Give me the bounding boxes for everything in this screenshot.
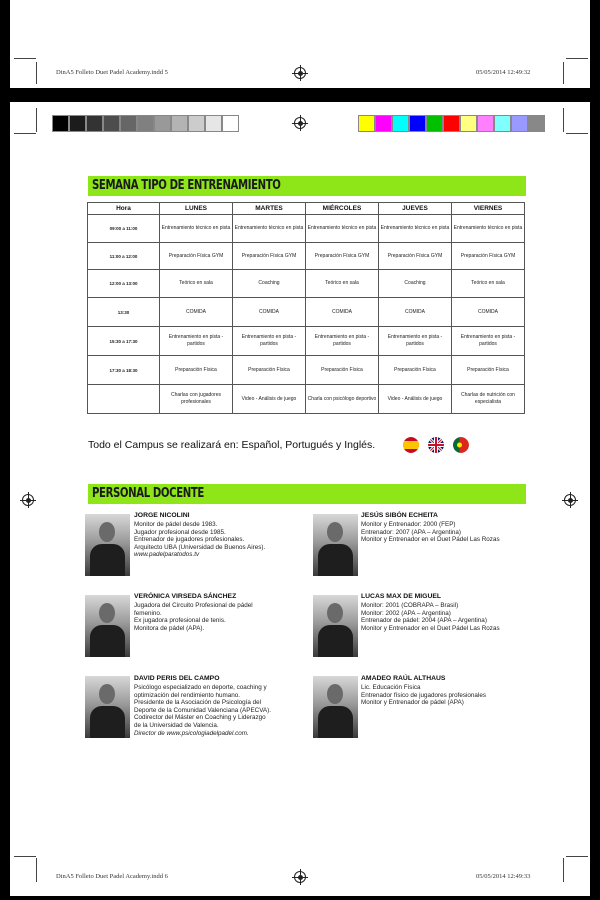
portugal-flag-icon (453, 437, 469, 453)
activity-cell: Entrenamiento en pista - partidos (160, 327, 233, 356)
crop-mark (563, 858, 564, 882)
activity-cell: Entrenamiento técnico en pista (233, 215, 306, 243)
color-swatch (511, 115, 528, 132)
activity-cell: Video - Análisis de juego (379, 385, 452, 414)
staff-bio-line: optimización del rendimiento humano. (134, 691, 241, 699)
color-swatch (137, 115, 154, 132)
staff-bio-line: Entrenador físico de jugadores profesionales (361, 691, 486, 699)
crop-mark (563, 62, 564, 84)
color-swatch (69, 115, 86, 132)
color-swatch (426, 115, 443, 132)
activity-cell: COMIDA (160, 298, 233, 327)
crop-mark (36, 858, 37, 882)
staff-bio-line: Ex jugadora profesional de tenis. (134, 617, 226, 625)
schedule-row (88, 215, 525, 243)
staff-bio-line: femenino. (134, 609, 162, 617)
registration-mark-icon (294, 67, 306, 79)
staff-bio-line: Monitor y Entrenador en el Duet Pádel Las Rozas (361, 536, 500, 544)
color-swatch (494, 115, 511, 132)
staff-bio-line: Lic. Educación Física (361, 684, 421, 691)
staff-bio-line: Psicólogo especializado en deporte, coaching y (134, 684, 267, 691)
activity-cell: Coaching (379, 270, 452, 298)
staff-name: VERÓNICA VIRSEDA SÁNCHEZ (134, 593, 237, 600)
hour-cell: 13:30 (88, 298, 160, 327)
staff-bio-line: Monitor de pádel desde 1983. (134, 521, 218, 528)
crop-mark (563, 108, 564, 132)
schedule-row (88, 385, 525, 414)
crop-mark (14, 856, 36, 857)
crop-mark (566, 133, 588, 134)
color-swatch (409, 115, 426, 132)
bottom-edge (0, 896, 600, 900)
color-swatch (86, 115, 103, 132)
staff-heading (88, 484, 526, 504)
activity-cell: Coaching (233, 270, 306, 298)
header-day: LUNES (160, 203, 233, 215)
hour-cell: 11:00 a 12:00 (88, 243, 160, 270)
process-color-bar (358, 115, 545, 132)
staff-bio-line: Presidente de la Asociación de Psicología del (134, 699, 262, 707)
crop-mark (566, 856, 588, 857)
activity-cell: Preparación Física (160, 356, 233, 385)
crop-mark (14, 133, 36, 134)
slug-date: 05/05/2014 12:49:33 (476, 873, 531, 880)
slug-file: DinA5 Folleto Duet Padel Academy.indd 6 (56, 873, 168, 880)
staff-photo (313, 676, 358, 738)
staff-name: JORGE NICOLINI (134, 512, 190, 519)
activity-cell: Entrenamiento técnico en pista (306, 215, 379, 243)
color-swatch (120, 115, 137, 132)
spread-divider (0, 88, 600, 102)
activity-cell: Preparación Física GYM (379, 243, 452, 270)
activity-cell: Charla con psicólogo deportivo (306, 385, 379, 414)
schedule-heading (88, 176, 526, 196)
color-swatch (528, 115, 545, 132)
crop-mark (566, 58, 588, 59)
crop-mark (36, 62, 37, 84)
activity-cell: Video - Análisis de juego (233, 385, 306, 414)
registration-mark-icon (294, 871, 306, 883)
color-swatch (188, 115, 205, 132)
color-swatch (392, 115, 409, 132)
activity-cell: Preparación Física GYM (452, 243, 525, 270)
color-swatch (205, 115, 222, 132)
color-swatch (52, 115, 69, 132)
activity-cell: Preparación Física GYM (233, 243, 306, 270)
uk-flag-icon (428, 437, 444, 453)
activity-cell: Teórico en sala (160, 270, 233, 298)
header-day: MARTES (233, 203, 306, 215)
staff-bio-line: Monitor: 2002 (APA – Argentina) (361, 609, 451, 617)
color-swatch (460, 115, 477, 132)
activity-cell: COMIDA (452, 298, 525, 327)
color-swatch (477, 115, 494, 132)
activity-cell: COMIDA (233, 298, 306, 327)
spain-flag-icon (403, 437, 419, 453)
color-swatch (375, 115, 392, 132)
schedule-row (88, 356, 525, 385)
staff-bio-line: Codirector del Máster en Coaching y Liderazgo (134, 714, 266, 722)
activity-cell: Teórico en sala (306, 270, 379, 298)
color-swatch (222, 115, 239, 132)
staff-bio-line: Monitora de pádel (APA). (134, 624, 205, 632)
registration-mark-icon (564, 494, 576, 506)
staff-name: DAVID PERIS DEL CAMPO (134, 675, 220, 682)
hour-cell (88, 385, 160, 414)
staff-name: JESÚS SIBÓN ECHEITA (361, 512, 438, 519)
header-day: JUEVES (379, 203, 452, 215)
staff-title: PERSONAL DOCENTE (92, 486, 204, 501)
staff-photo (85, 595, 130, 657)
staff-bio-line: Monitor y Entrenador en el Duet Pádel Las Rozas (361, 624, 500, 632)
color-swatch (103, 115, 120, 132)
hour-cell: 17:30 a 18:30 (88, 356, 160, 385)
activity-cell: Entrenamiento en pista - partidos (452, 327, 525, 356)
activity-cell: Preparación Física (379, 356, 452, 385)
slug-file: DinA5 Folleto Duet Padel Academy.indd 5 (56, 69, 168, 76)
activity-cell: COMIDA (306, 298, 379, 327)
activity-cell: Charlas de nutrición con especialista (452, 385, 525, 414)
staff-bio-line: Jugadora del Circuito Profesional de pádel (134, 602, 253, 609)
staff-bio-line: www.padelparatodos.tv (134, 551, 200, 559)
staff-bio-line: Deporte de la Comunidad Valenciana (APECVA). (134, 706, 271, 714)
activity-cell: Entrenamiento técnico en pista (379, 215, 452, 243)
color-swatch (154, 115, 171, 132)
activity-cell: Teórico en sala (452, 270, 525, 298)
activity-cell: Preparación Física (306, 356, 379, 385)
activity-cell: Entrenamiento en pista - partidos (233, 327, 306, 356)
schedule-header-row (88, 203, 525, 215)
staff-bio-line: Entrenador de pádel: 2004 (APA – Argentina) (361, 617, 487, 625)
staff-photo (313, 595, 358, 657)
staff-bio-line: Jugador profesional desde 1985. (134, 528, 226, 536)
registration-mark-icon (22, 494, 34, 506)
color-swatch (443, 115, 460, 132)
grayscale-color-bar (52, 115, 239, 132)
hour-cell: 09:00 a 11:00 (88, 215, 160, 243)
staff-bio-line: Entrenador de jugadores profesionales. (134, 536, 245, 544)
staff-photo (85, 514, 130, 576)
header-day: MIÉRCOLES (306, 203, 379, 215)
staff-bio-line: Entrenador: 2007 (APA – Argentina) (361, 528, 461, 536)
color-swatch (358, 115, 375, 132)
crop-mark (36, 108, 37, 132)
schedule-row (88, 270, 525, 298)
header-hour: Hora (88, 203, 160, 215)
registration-mark-icon (294, 117, 306, 129)
schedule-row (88, 243, 525, 270)
activity-cell: Preparación Física (233, 356, 306, 385)
activity-cell: Entrenamiento en pista - partidos (306, 327, 379, 356)
activity-cell: COMIDA (379, 298, 452, 327)
staff-bio-line: Monitor y Entrenador de pádel (APA) (361, 699, 464, 707)
staff-photo (313, 514, 358, 576)
schedule-title: SEMANA TIPO DE ENTRENAMIENTO (92, 178, 281, 193)
staff-photo (85, 676, 130, 738)
staff-bio-line: de la Universidad de Valencia. (134, 722, 219, 729)
staff-bio-line: Arquitecto UBA (Universidad de Buenos Aires). (134, 543, 266, 551)
schedule-table (87, 202, 525, 414)
hour-cell: 15:30 a 17:30 (88, 327, 160, 356)
activity-cell: Entrenamiento técnico en pista (452, 215, 525, 243)
activity-cell: Preparación Física GYM (160, 243, 233, 270)
hour-cell: 12:00 a 13:00 (88, 270, 160, 298)
staff-bio-line: Monitor y Entrenador: 2000 (FEP) (361, 521, 456, 528)
schedule-row (88, 298, 525, 327)
activity-cell: Preparación Física (452, 356, 525, 385)
activity-cell: Entrenamiento en pista - partidos (379, 327, 452, 356)
staff-name: AMADEO RAÚL ALTHAUS (361, 675, 446, 682)
slug-date: 05/05/2014 12:49:32 (476, 69, 531, 76)
color-swatch (171, 115, 188, 132)
activity-cell: Preparación Física GYM (306, 243, 379, 270)
header-day: VIERNES (452, 203, 525, 215)
staff-bio-line: Director de www.psicologiadelpadel.com. (134, 729, 249, 737)
staff-bio-line: Monitor: 2001 (COBRAPA – Brasil) (361, 602, 459, 609)
activity-cell: Charlas con jugadores profesionales (160, 385, 233, 414)
crop-mark (14, 58, 36, 59)
activity-cell: Entrenamiento técnico en pista (160, 215, 233, 243)
staff-name: LUCAS MAX DE MIGUEL (361, 593, 442, 600)
campus-languages-text: Todo el Campus se realizará en: Español, Portugués y Inglés. (88, 439, 376, 451)
schedule-row (88, 327, 525, 356)
